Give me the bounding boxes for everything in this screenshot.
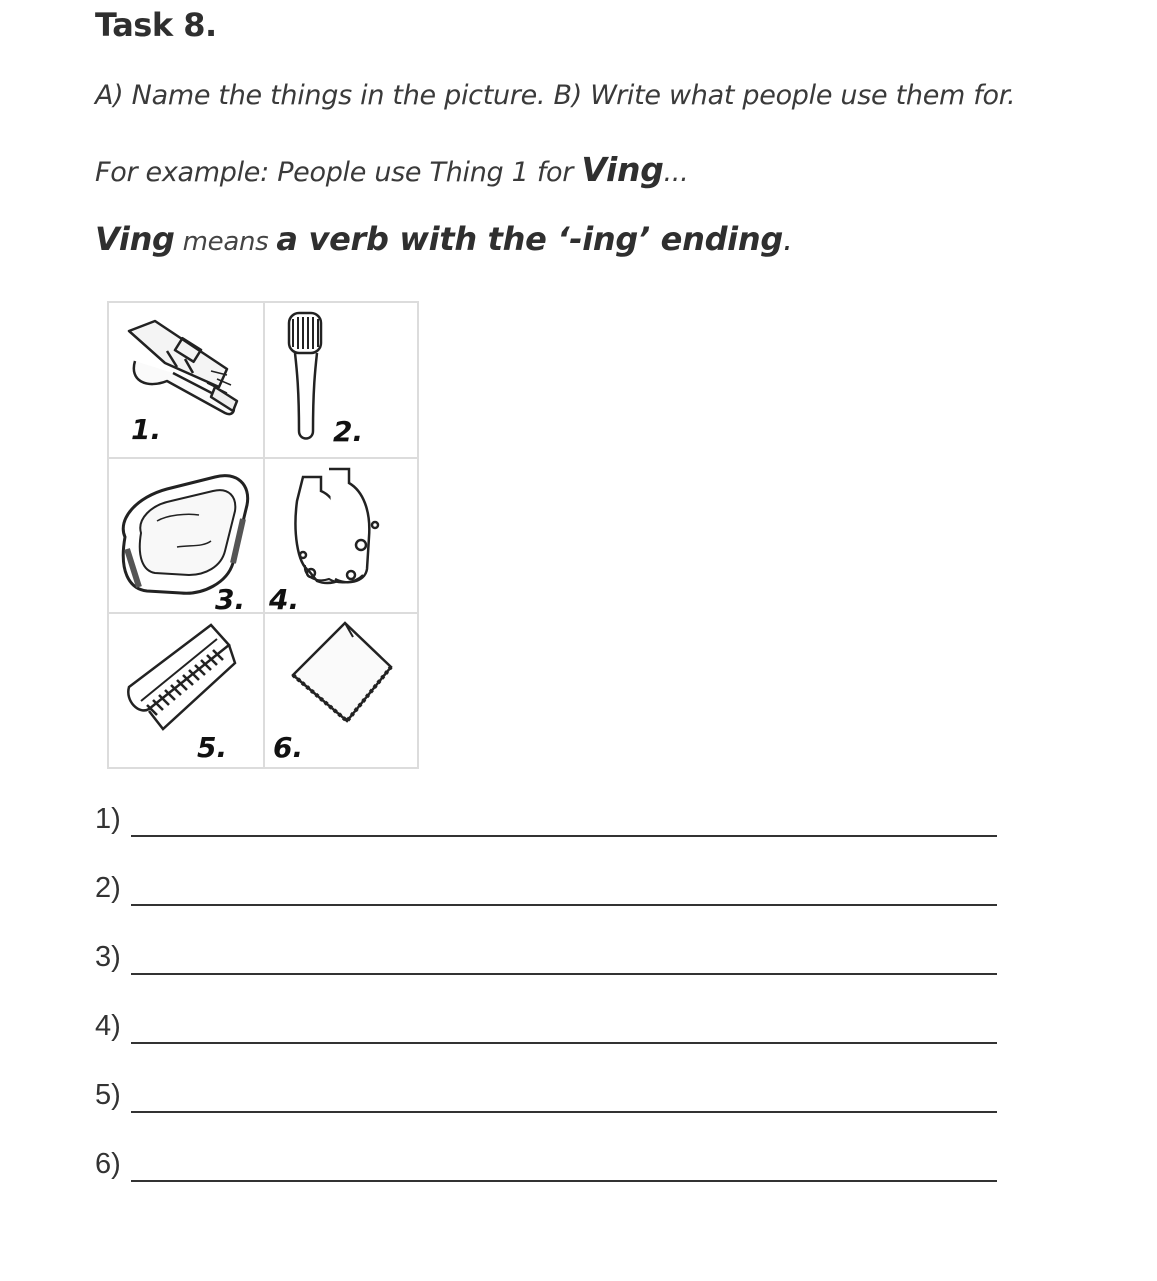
answer-line-4[interactable] [131,1042,997,1044]
answer-number: 2) [95,872,121,904]
answer-line-3[interactable] [131,973,997,975]
answer-line-5[interactable] [131,1111,997,1113]
item-number-6: 6. [273,731,304,764]
item-number-4: 4. [269,583,300,616]
answer-row [95,872,1000,941]
answer-row [95,941,1000,1010]
item-number-2: 2. [333,415,364,448]
example-prefix: For example: People use Thing 1 for [95,157,582,188]
answer-number: 3) [95,941,121,973]
definition-word: Ving [95,220,175,258]
answer-number: 6) [95,1148,121,1180]
answer-row [95,803,1000,872]
answer-list [95,803,1000,1217]
answer-number: 5) [95,1079,121,1111]
hygiene-items-picture [107,301,419,769]
item-number-5: 5. [197,731,228,764]
definition-line [95,220,793,258]
answer-line-2[interactable] [131,904,997,906]
definition-text: a verb with the ‘-ing’ ending [276,220,783,258]
item-number-1: 1. [131,413,162,446]
answer-row [95,1079,1000,1148]
item-number-3: 3. [215,583,246,616]
answer-number: 4) [95,1010,121,1042]
example-ving: Ving [581,150,664,189]
answer-line-1[interactable] [131,835,997,837]
example-line [95,150,688,189]
answer-row [95,1010,1000,1079]
example-suffix: ... [663,157,689,188]
answer-line-6[interactable] [131,1180,997,1182]
definition-end: . [782,220,793,258]
task-title: Task 8. [95,6,217,44]
instruction-line: A) Name the things in the picture. B) Write what people use them for. [95,80,1016,111]
answer-number: 1) [95,803,121,835]
answer-row [95,1148,1000,1217]
definition-means: means [174,227,277,257]
